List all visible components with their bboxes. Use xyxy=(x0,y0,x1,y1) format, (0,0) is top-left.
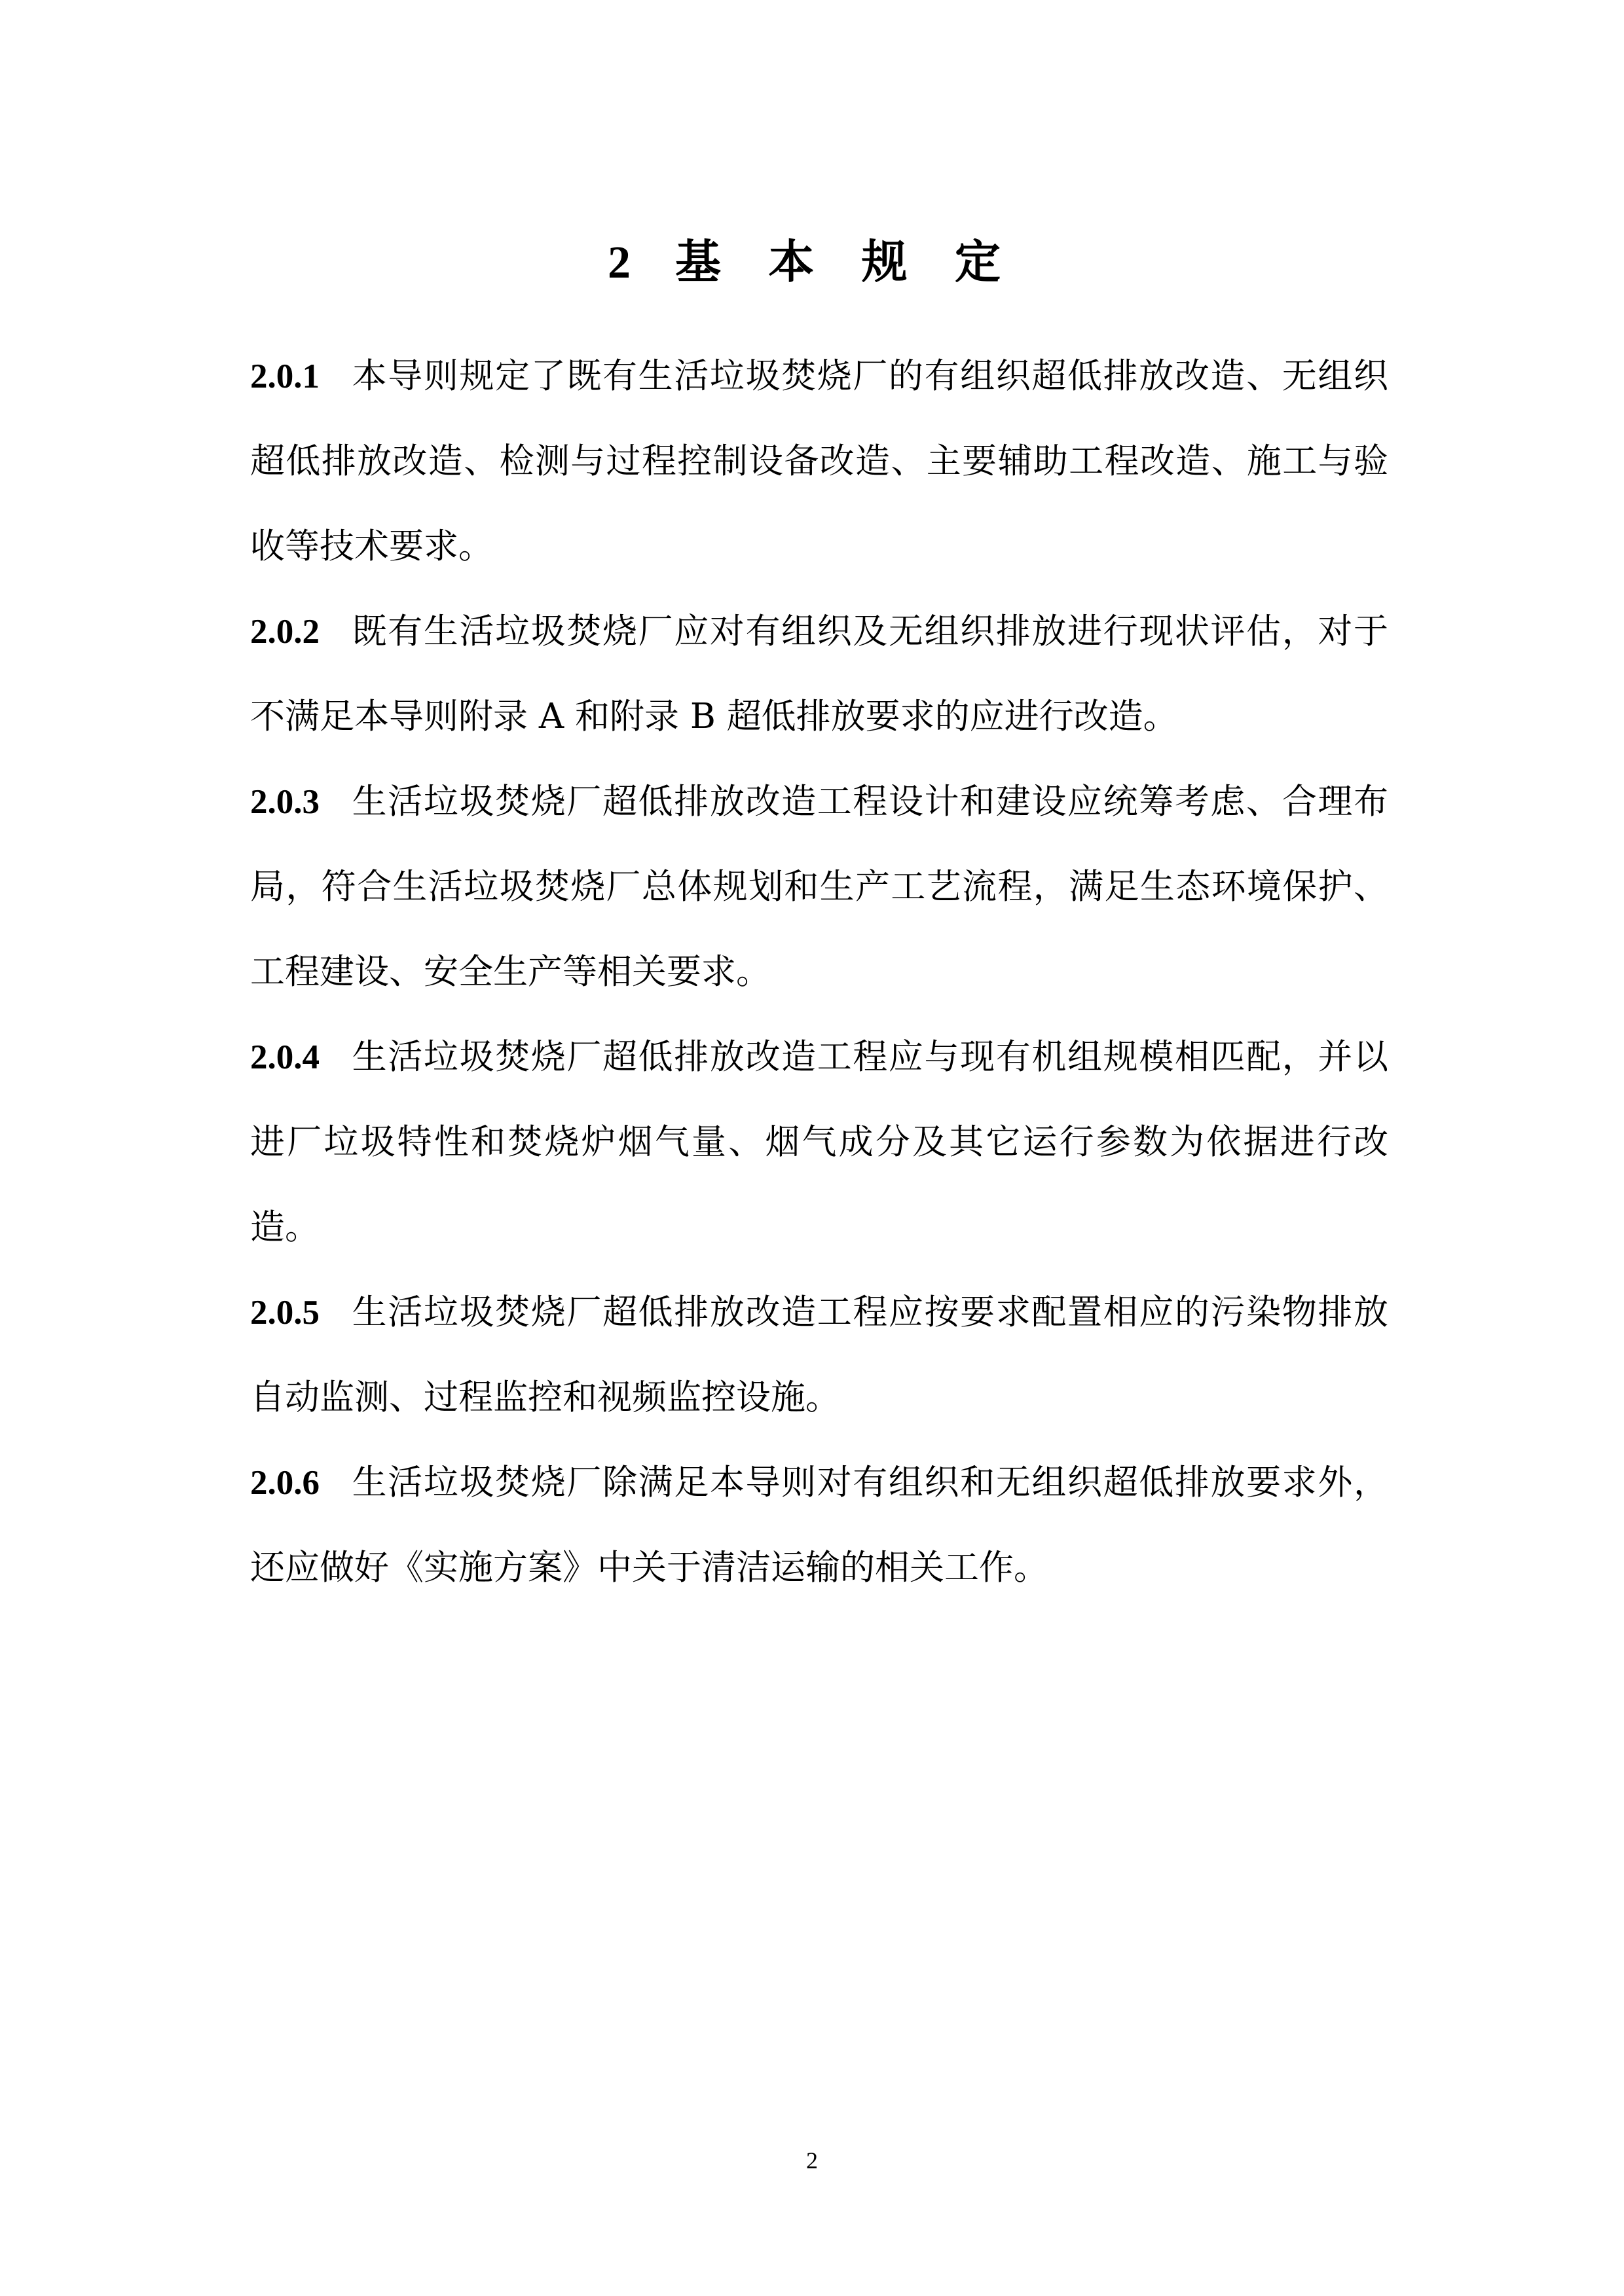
clause-text: 既有生活垃圾焚烧厂应对有组织及无组织排放进行现状评估，对于不满足本导则附录 A 和附录 B 超低排放要求的应进行改造。 xyxy=(250,611,1388,737)
clause-2-0-2 xyxy=(250,589,1388,759)
clause-text: 生活垃圾焚烧厂超低排放改造工程设计和建设应统筹考虑、合理布局，符合生活垃圾焚烧厂总体规划和生产工艺流程，满足生态环境保护、工程建设、安全生产等相关要求。 xyxy=(250,782,1388,992)
page-number: 2 xyxy=(806,2147,818,2174)
clause-number: 2.0.5 xyxy=(250,1294,320,1332)
clause-list xyxy=(250,334,1388,1611)
clause-number: 2.0.1 xyxy=(250,357,320,395)
clause-2-0-5 xyxy=(250,1270,1388,1440)
clause-2-0-4 xyxy=(250,1015,1388,1270)
clause-number: 2.0.2 xyxy=(250,613,320,651)
clause-text: 生活垃圾焚烧厂除满足本导则对有组织和无组织超低排放要求外，还应做好《实施方案》中关于清洁运输的相关工作。 xyxy=(250,1463,1388,1588)
clause-2-0-1 xyxy=(250,334,1388,589)
clause-2-0-3 xyxy=(250,759,1388,1015)
chapter-title xyxy=(0,229,1624,296)
chapter-number: 2 xyxy=(607,238,646,288)
clause-text: 生活垃圾焚烧厂超低排放改造工程应与现有机组规模相匹配，并以进厂垃圾特性和焚烧炉烟气量、烟气成分及其它运行参数为依据进行改造。 xyxy=(250,1037,1388,1247)
clause-number: 2.0.3 xyxy=(250,783,320,821)
clause-2-0-6 xyxy=(250,1440,1388,1611)
chapter-heading: 基 本 规 定 xyxy=(674,234,1017,289)
clause-text: 生活垃圾焚烧厂超低排放改造工程应按要求配置相应的污染物排放自动监测、过程监控和视频监控设施。 xyxy=(250,1292,1388,1417)
clause-number: 2.0.4 xyxy=(250,1038,320,1076)
clause-text: 本导则规定了既有生活垃圾焚烧厂的有组织超低排放改造、无组织超低排放改造、检测与过程控制设备改造、主要辅助工程改造、施工与验收等技术要求。 xyxy=(250,356,1388,566)
clause-number: 2.0.6 xyxy=(250,1464,320,1502)
